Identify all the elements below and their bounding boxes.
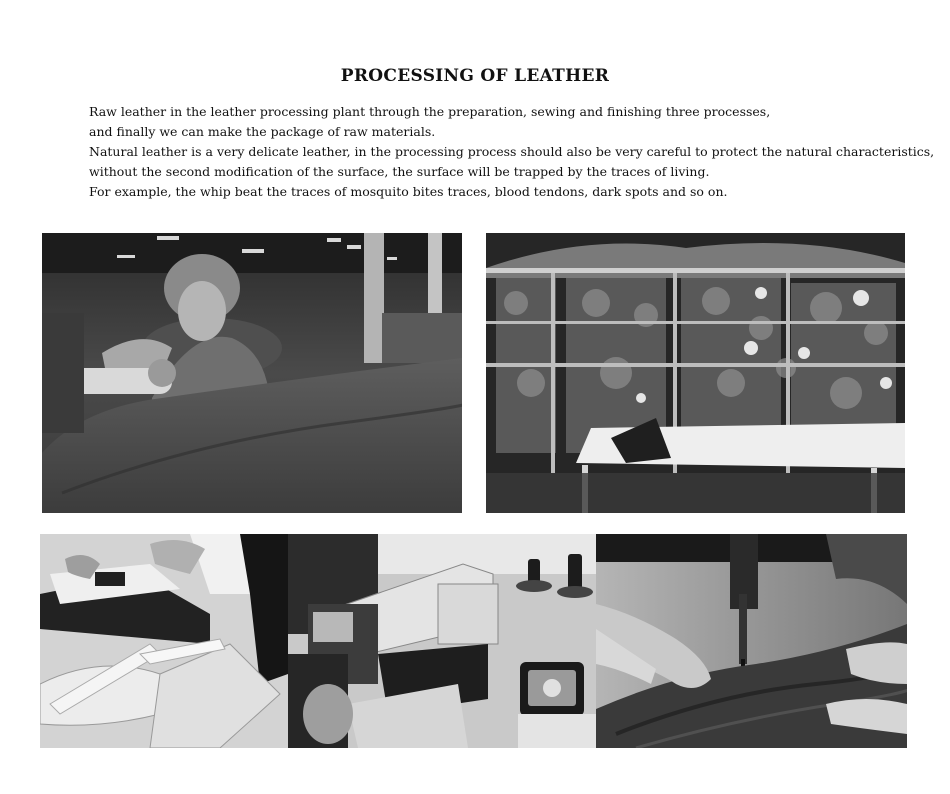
- worker-inspecting-leather-photo: [42, 233, 462, 513]
- page-title: PROCESSING OF LEATHER: [340, 66, 610, 86]
- paragraph-line: For example, the whip beat the traces of mosquito bites traces, blood tendons, dark spots and so on.: [89, 184, 728, 199]
- leather-storage-shelves-photo: [486, 233, 905, 513]
- industrial-sewing-machine-photo: [288, 534, 596, 748]
- paragraph-line: without the second modification of the surface, the surface will be trapped by the traces of living.: [89, 164, 710, 179]
- needle-stitching-leather-photo: [596, 534, 907, 748]
- paragraph-line: Raw leather in the leather processing plant through the preparation, sewing and finishing three processes,: [89, 104, 771, 119]
- paragraph-line: Natural leather is a very delicate leather, in the processing process should also be very careful to protect the natural characteristics,: [89, 144, 935, 159]
- cutting-leather-patterns-photo: [40, 534, 288, 748]
- paragraph-line: and finally we can make the package of raw materials.: [89, 124, 436, 139]
- intro-paragraph: [89, 102, 935, 202]
